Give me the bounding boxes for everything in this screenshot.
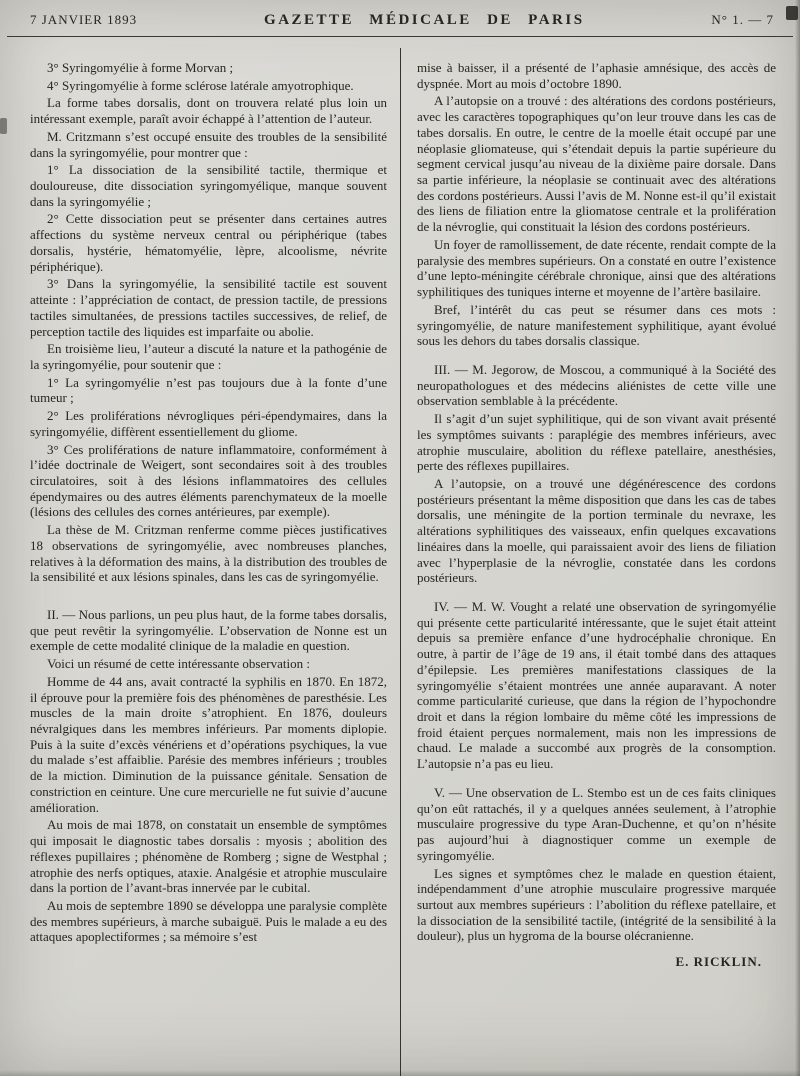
paragraph: 1° La syringomyélie n’est pas toujours due à la fonte d’une tumeur ; xyxy=(30,374,387,406)
paragraph: Voici un résumé de cette intéressante observation : xyxy=(47,656,310,672)
right-column xyxy=(400,48,800,1076)
section-v-paragraph: V. — Une observation de L. Stembo est un de ces faits cliniques qu’on eût rattachés, il y a quelques années seulement, à l’atrophie musculaire progressive du type Aran-Duchenne, et qu’on n’hésite pas aujourd’hui à diagnostiquer comme un exemple de syringomyélie. xyxy=(417,784,776,863)
paragraph: La forme tabes dorsalis, dont on trouvera relaté plus loin un intéressant exemple, paraît avoir échappé à l’attention de l’auteur. xyxy=(30,95,387,127)
article-columns xyxy=(0,48,800,1076)
paragraph: Au mois de septembre 1890 se développa une paralysie complète des membres supérieurs, à marche subaiguë. Puis le malade a eu des attaques apoplectiformes ; sa mémoire s’est xyxy=(30,897,387,945)
paragraph: 3° Ces proliférations de nature inflammatoire, conformément à l’idée doctrinale de Weigert, sont secondaires soit à des troubles circulatoires, soit à des lésions inflammatoires des cellules épendymaires ou des autres éléments parenchymateux de la moelle (lésions des cellules des cornes antérieures, par exemple). xyxy=(30,441,387,520)
paragraph: Les signes et symptômes chez le malade en question étaient, indépendamment d’une atrophie musculaire progressive marquée surtout aux membres supérieurs : l’abolition du réflexe patellaire, et la dissociation de la sensibilité tactile, (intégrité de la sensibilité à la douleur), plus un hygroma de la bourse olécranienne. xyxy=(417,865,776,944)
paragraph: Au mois de mai 1878, on constatait un ensemble de symptômes qui imposait le diagnostic tabes dorsalis : myosis ; abolition des réflexes pupillaires ; phénomène de Romberg ; signe de Westphal ; atrophie des nerfs optiques, ataxie. Analgésie et atrophie musculaire dans la portion de l’avant-bras innervée par le cubital. xyxy=(30,817,387,896)
paragraph: mise à baisser, il a présenté de l’aphasie amnésique, des accès de dyspnée. Mort au mois d’octobre 1890. xyxy=(417,60,776,91)
paragraph: En troisième lieu, l’auteur a discuté la nature et la pathogénie de la syringomyélie, pour soutenir que : xyxy=(30,341,387,372)
journal-title: GAZETTE MÉDICALE DE PARIS xyxy=(264,12,585,28)
paragraph: Il s’agit d’un sujet syphilitique, qui de son vivant avait présenté les symptômes suivants : paraplégie des membres inférieurs, avec atrophie musculaire, abolition du réflexe patellaire, anesthésies, perte des réflexes pupillaires. xyxy=(417,411,776,474)
paragraph: Bref, l’intérêt du cas peut se résumer dans ces mots : syringomyélie, de nature manifestement syphilitique, ayant évolué sous les dehors du tabes dorsalis classique. xyxy=(417,301,776,349)
paragraph: 2° Cette dissociation peut se présenter dans certaines autres affections du système nerveux central ou périphérique (tabes dorsalis, hystérie, hématomyélie, lèpre, alcoolisme, névrite périphérique). xyxy=(30,211,387,274)
paragraph: La thèse de M. Critzman renferme comme pièces justificatives 18 observations de syringomyélie, avec nombreuses planches, relatives à la déformation des mains, à la distribution des troubles de la sensibilité et aux lésions spinales, dans les cas de syringomyélie. xyxy=(30,522,387,585)
paragraph: Homme de 44 ans, avait contracté la syphilis en 1870. En 1872, il éprouve pour la première fois des phénomènes de paresthésie. Les muscles de la main droite s’atrophient. En 1876, douleurs névralgiques dans les membres inférieurs. Par moments diplopie. Puis à la suite d’excès vénériens et d’opérations psychiques, la vue du malade s’est affaiblie. Parésie des membres inférieurs ; troubles de la miction. Diminution de la puissance génitale. Sensation de constriction en ceinture. Une cure mercurielle ne fut suivie d’aucune amélioration. xyxy=(30,673,387,815)
paragraph: Un foyer de ramollissement, de date récente, rendait compte de la paralysie des membres supérieurs. On a constaté en outre l’existence d’une lepto-méningite cérébrale chronique, ainsi que des altérations syphilitiques des tuniques interne et moyenne de l’artère basilaire. xyxy=(417,236,776,300)
masthead-rule xyxy=(7,36,793,37)
section-ii-paragraph: II. — Nous parlions, un peu plus haut, de la forme tabes dorsalis, que peut revêtir la syringomyélie. L’observation de Nonne est un exemple de cette modalité clinique de la maladie en question. xyxy=(30,607,387,654)
left-column xyxy=(0,48,400,1076)
section-iv-paragraph: IV. — M. W. Vought a relaté une observation de syringomyélie qui présente cette particularité intéressante, que le sujet était atteint depuis sa première enfance d’une hydrocéphalie chronique. En outre, à partir de l’âge de 19 ans, il était tombé dans des attaques d’épilepsie. Les premières manifestations classiques de la syringomyélie s’étaient montrées une année auparavant. A noter comme particularité curieuse, que dans la région de l’hypochondre droit et dans la région lombaire du même côté les impressions de froid étaient perçues normalement, mais non les impressions de chaud. Le malade a succombé aux progrès de la consomption. L’autopsie n’a pas eu lieu. xyxy=(417,599,776,772)
issue-date: 7 JANVIER 1893 xyxy=(30,12,138,27)
paragraph: A l’autopsie, on a trouvé une dégénérescence des cordons postérieurs présentant la même disposition que dans les cas de tabes dorsalis, une méningite de la portion terminale du nevraxe, les altérations syphilitiques des vaisseaux, enfin quelques excavations linéaires dans la moelle, qui paraissaient avoir des liens de filiation avec l’hyperplasie de la névroglie, constatée dans les cordons postérieurs. xyxy=(417,475,776,586)
paragraph: 2° Les proliférations névrogliques péri-épendymaires, dans la syringomyélie, diffèrent essentiellement du gliome. xyxy=(30,408,387,439)
section-iii-paragraph: III. — M. Jegorow, de Moscou, a communiqué à la Société des neuropathologues et des médecins aliénistes de cette ville une observation semblable à la précédente. xyxy=(417,361,776,409)
paragraph: 1° La dissociation de la sensibilité tactile, thermique et douloureuse, dite dissociation syringomyélique, manque souvent dans la syringomyélie ; xyxy=(30,162,387,209)
issue-number: N° 1. — 7 xyxy=(711,12,774,27)
author-signature: E. RICKLIN. xyxy=(675,954,762,970)
masthead xyxy=(0,0,800,34)
paragraph: A l’autopsie on a trouvé : des altérations des cordons postérieurs, avec les caractères topographiques qu’on leur trouve dans les cas de tabes dorsalis. En outre, le centre de la moelle était occupé par une néoplasie gliomateuse, qui s’étendait depuis la partie supérieure du segment cervical jusqu’au niveau de la dixième paire dorsale. Dans sa partie inférieure, la néoplasie se continuait avec des altérations des cordons postérieurs. Aussi l’avis de M. Nonne est-il qu’il existait des liens de filiation entre la gliomatose centrale et la prolifération de la névroglie, qui constituait la lésion des cordons postérieurs. xyxy=(417,93,776,235)
paragraph: M. Critzmann s’est occupé ensuite des troubles de la sensibilité dans la syringomyélie, pour montrer que : xyxy=(30,128,387,160)
paragraph: 3° Dans la syringomyélie, la sensibilité tactile est souvent atteinte : l’appréciation de contact, de pression tactile, de pressions tactiles simultanées, de pressions tactiles successives, de relief, de perception tactile des liquides est imparfaite ou abolie. xyxy=(30,276,387,339)
paragraph: 4° Syringomyélie à forme sclérose latérale amyotrophique. xyxy=(47,77,354,93)
paragraph: 3° Syringomyélie à forme Morvan ; xyxy=(47,60,234,75)
